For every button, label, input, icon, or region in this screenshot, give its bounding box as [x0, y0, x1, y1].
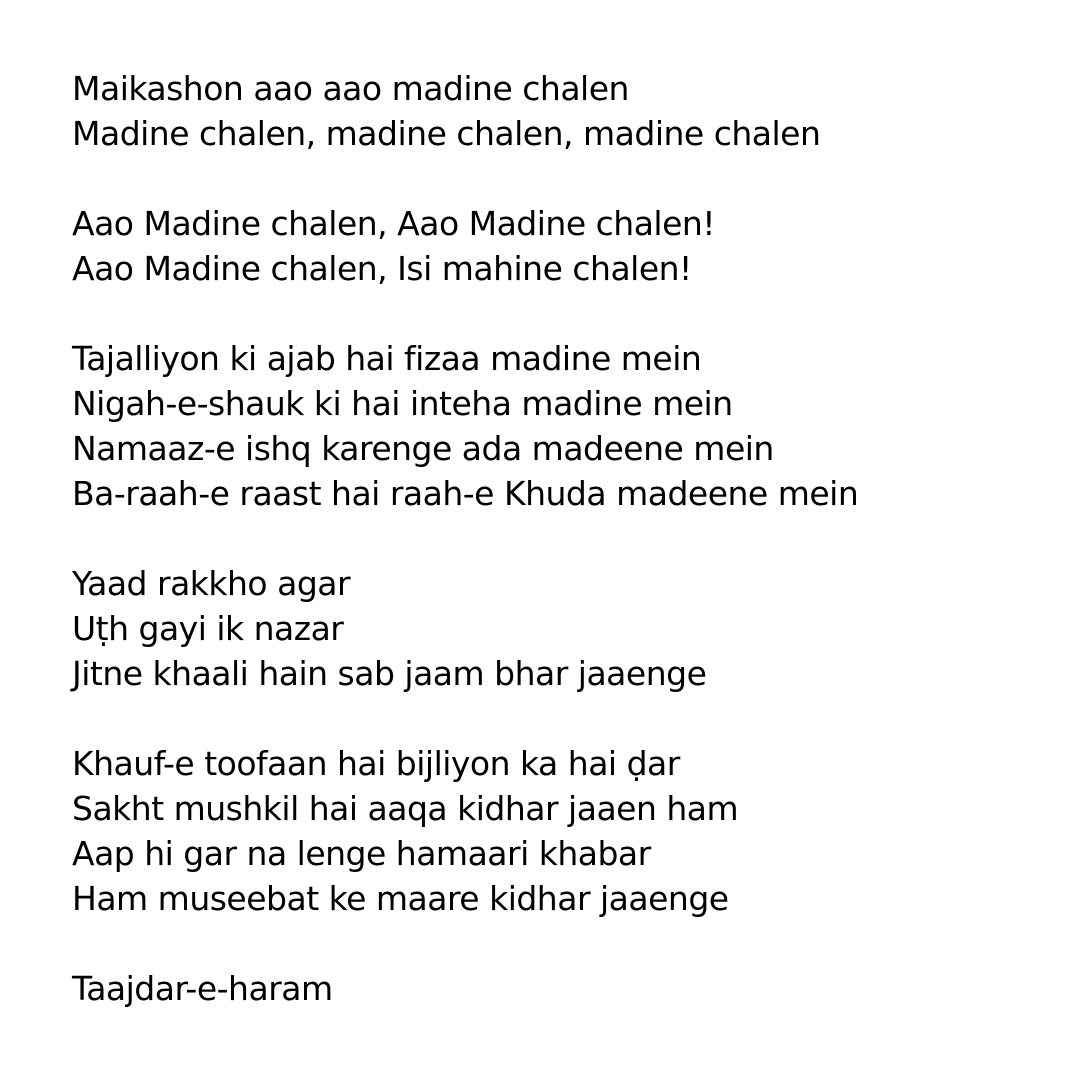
stanza-3: [72, 336, 1040, 516]
lyric-line: Aap hi gar na lenge hamaari khabar: [72, 834, 651, 873]
stanza-6: [72, 966, 1040, 1011]
stanza-4: [72, 561, 1040, 696]
lyric-line: Sakht mushkil hai aaqa kidhar jaaen ham: [72, 789, 739, 828]
lyric-line: Nigah-e-shauk ki hai inteha madine mein: [72, 384, 733, 423]
lyric-line: Jitne khaali hain sab jaam bhar jaaenge: [72, 654, 707, 693]
stanza-2: [72, 201, 1040, 291]
lyric-line: Yaad rakkho agar: [72, 564, 351, 603]
lyric-line: Madine chalen, madine chalen, madine chalen: [72, 114, 821, 153]
lyric-line: Namaaz-e ishq karenge ada madeene mein: [72, 429, 774, 468]
lyric-line: Taajdar-e-haram: [72, 969, 333, 1008]
lyric-line: Khauf-e toofaan hai bijliyon ka hai ḍar: [72, 744, 680, 783]
stanza-1: [72, 66, 1040, 156]
lyric-line: Aao Madine chalen, Isi mahine chalen!: [72, 249, 692, 288]
lyric-line: Aao Madine chalen, Aao Madine chalen!: [72, 204, 716, 243]
lyric-line: Ba-raah-e raast hai raah-e Khuda madeene mein: [72, 474, 859, 513]
lyric-line: Uṭh gayi ik nazar: [72, 609, 344, 648]
lyric-line: Tajalliyon ki ajab hai fizaa madine mein: [72, 339, 702, 378]
lyric-line: Maikashon aao aao madine chalen: [72, 69, 629, 108]
stanza-5: [72, 741, 1040, 921]
lyric-line: Ham museebat ke maare kidhar jaaenge: [72, 879, 729, 918]
